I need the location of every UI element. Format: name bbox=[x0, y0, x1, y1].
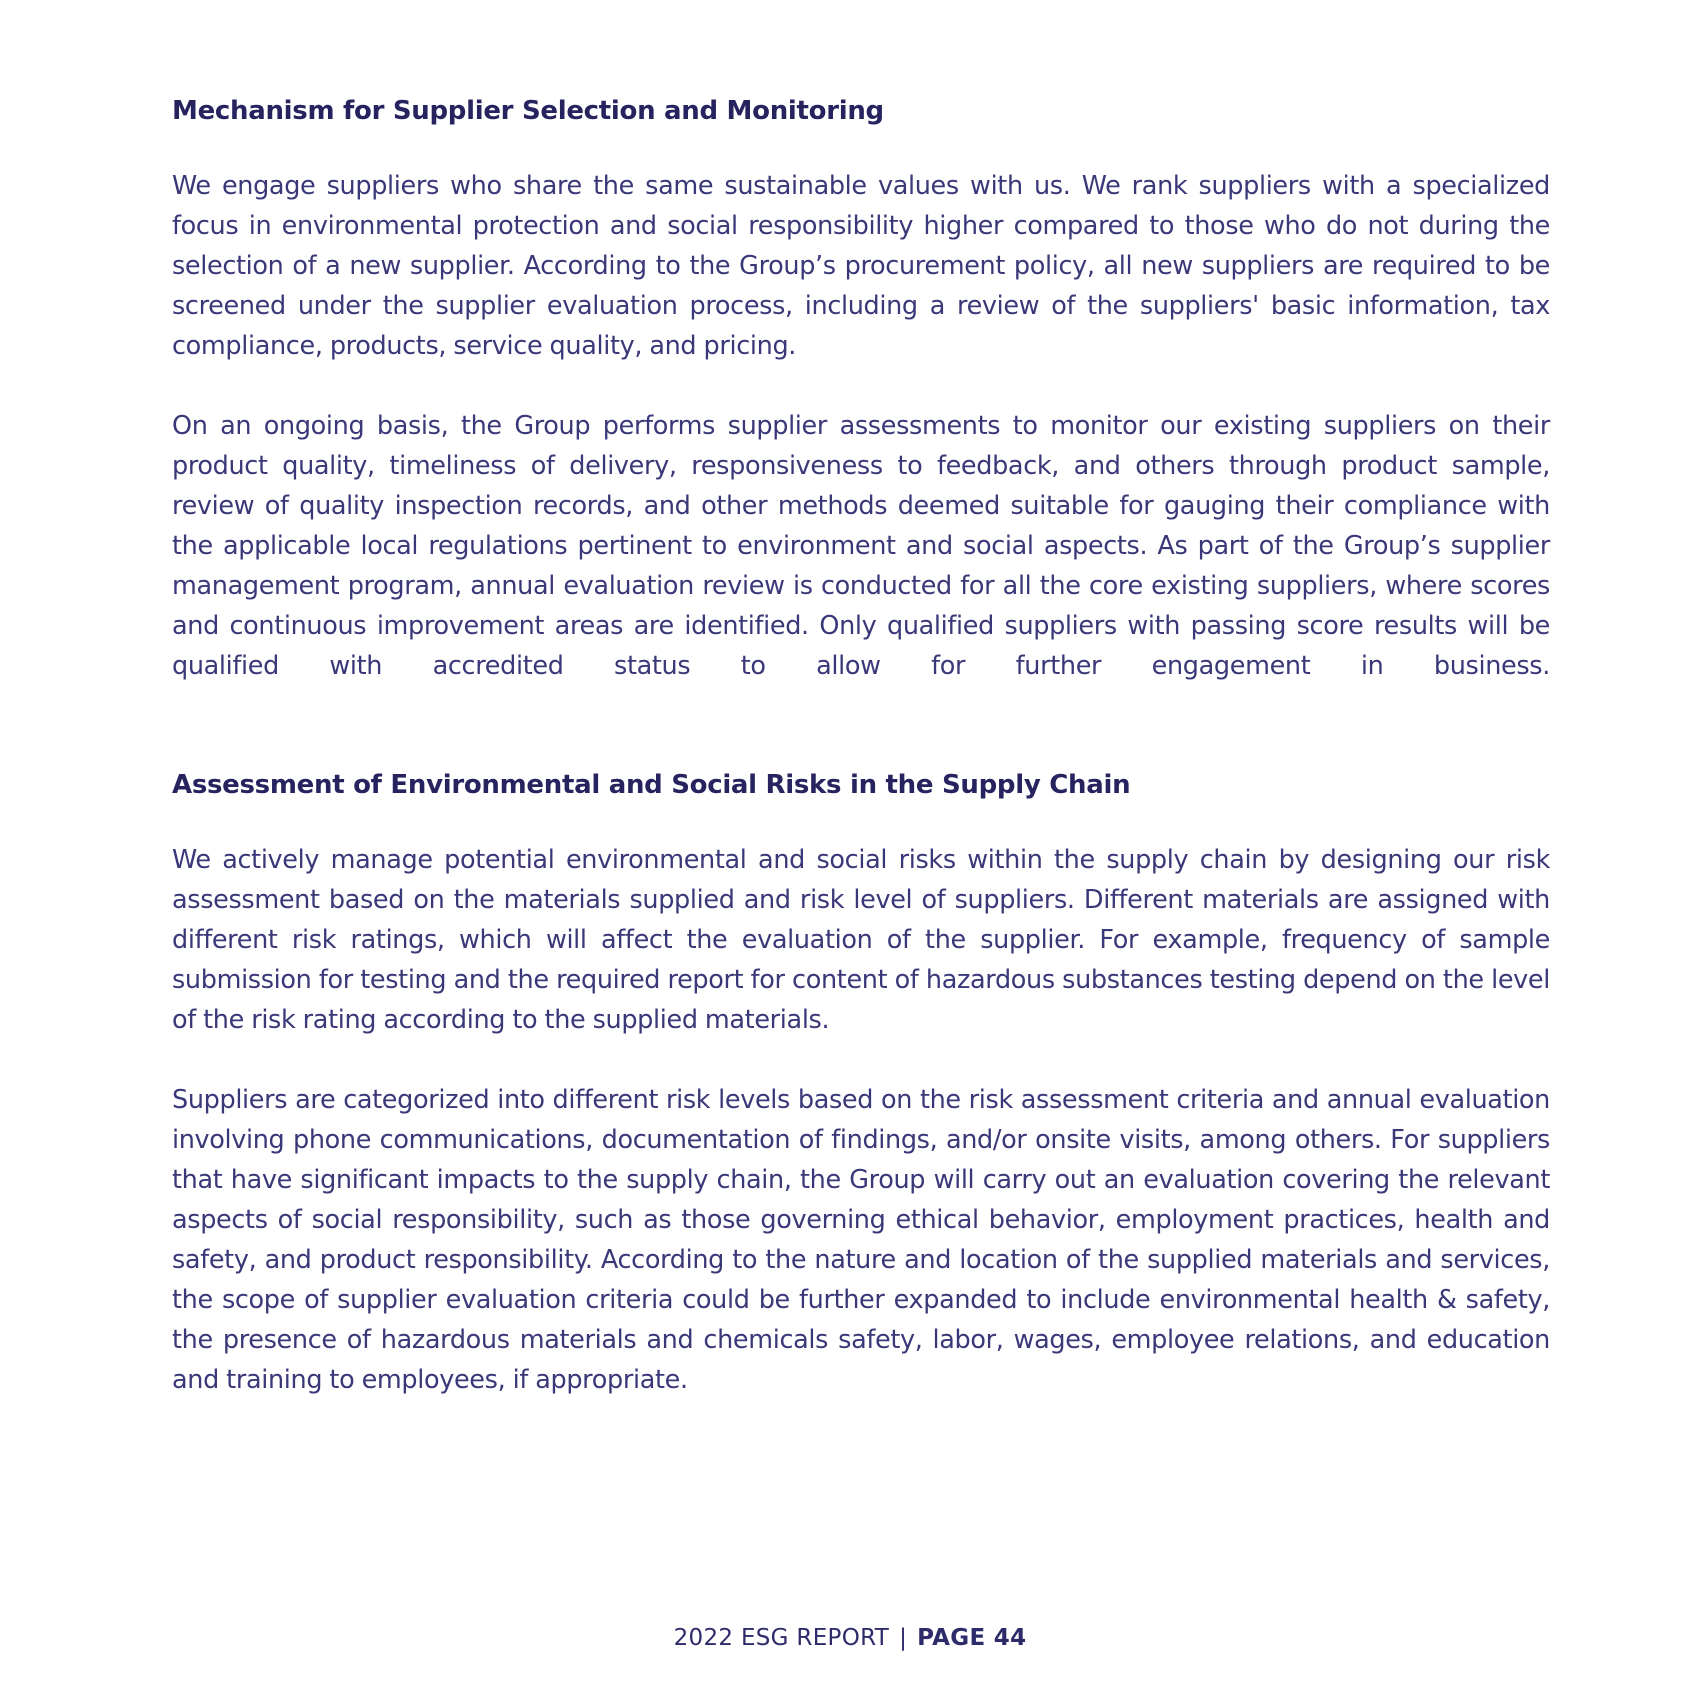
section-spacer bbox=[172, 726, 1550, 766]
document-page bbox=[172, 92, 1550, 1440]
paragraph-supplier-assessment: On an ongoing basis, the Group performs supplier assessments to monitor our existing suppliers on their product quality, timeliness of delivery, responsiveness to feedback, and others through product sample, review of quality inspection records, and other methods deemed suitable for gauging their compliance with the applicable local regulations pertinent to environment and social aspects. As part of the Group’s supplier management program, annual evaluation review is conducted for all the core existing suppliers, where scores and continuous improvement areas are identified. Only qualified suppliers with passing score results will be qualified with accredited status to allow for further engagement in business. bbox=[172, 411, 1550, 681]
footer-report-title: 2022 ESG REPORT bbox=[673, 1625, 890, 1651]
page-footer bbox=[0, 1622, 1700, 1654]
paragraph-supplier-engagement: We engage suppliers who share the same sustainable values with us. We rank suppliers with a specialized focus in environmental protection and social responsibility higher compared to those who do not during the selection of a new supplier. According to the Group’s procurement policy, all new suppliers are required to be screened under the supplier evaluation process, including a review of the suppliers' basic information, tax compliance, products, service quality, and pricing. bbox=[172, 171, 1550, 361]
section-heading-supplier-selection: Mechanism for Supplier Selection and Monitoring bbox=[172, 96, 884, 126]
footer-separator: | bbox=[899, 1625, 908, 1651]
footer-page-number: PAGE 44 bbox=[917, 1625, 1027, 1651]
paragraph-risk-management: We actively manage potential environmental and social risks within the supply chain by designing our risk assessment based on the materials supplied and risk level of suppliers. Different materials are assigned with different risk ratings, which will affect the evaluation of the supplier. For example, frequency of sample submission for testing and the required report for content of hazardous substances testing depend on the level of the risk rating according to the supplied materials. bbox=[172, 845, 1550, 1035]
paragraph-risk-categorization: Suppliers are categorized into different risk levels based on the risk assessment criteria and annual evaluation involving phone communications, documentation of findings, and/or onsite visits, among others. For suppliers that have significant impacts to the supply chain, the Group will carry out an evaluation covering the relevant aspects of social responsibility, such as those governing ethical behavior, employment practices, health and safety, and product responsibility. According to the nature and location of the supplied materials and services, the scope of supplier evaluation criteria could be further expanded to include environmental health & safety, the presence of hazardous materials and chemicals safety, labor, wages, employee relations, and education and training to employees, if appropriate. bbox=[172, 1085, 1550, 1395]
section-heading-risk-assessment: Assessment of Environmental and Social Risks in the Supply Chain bbox=[172, 770, 1131, 800]
